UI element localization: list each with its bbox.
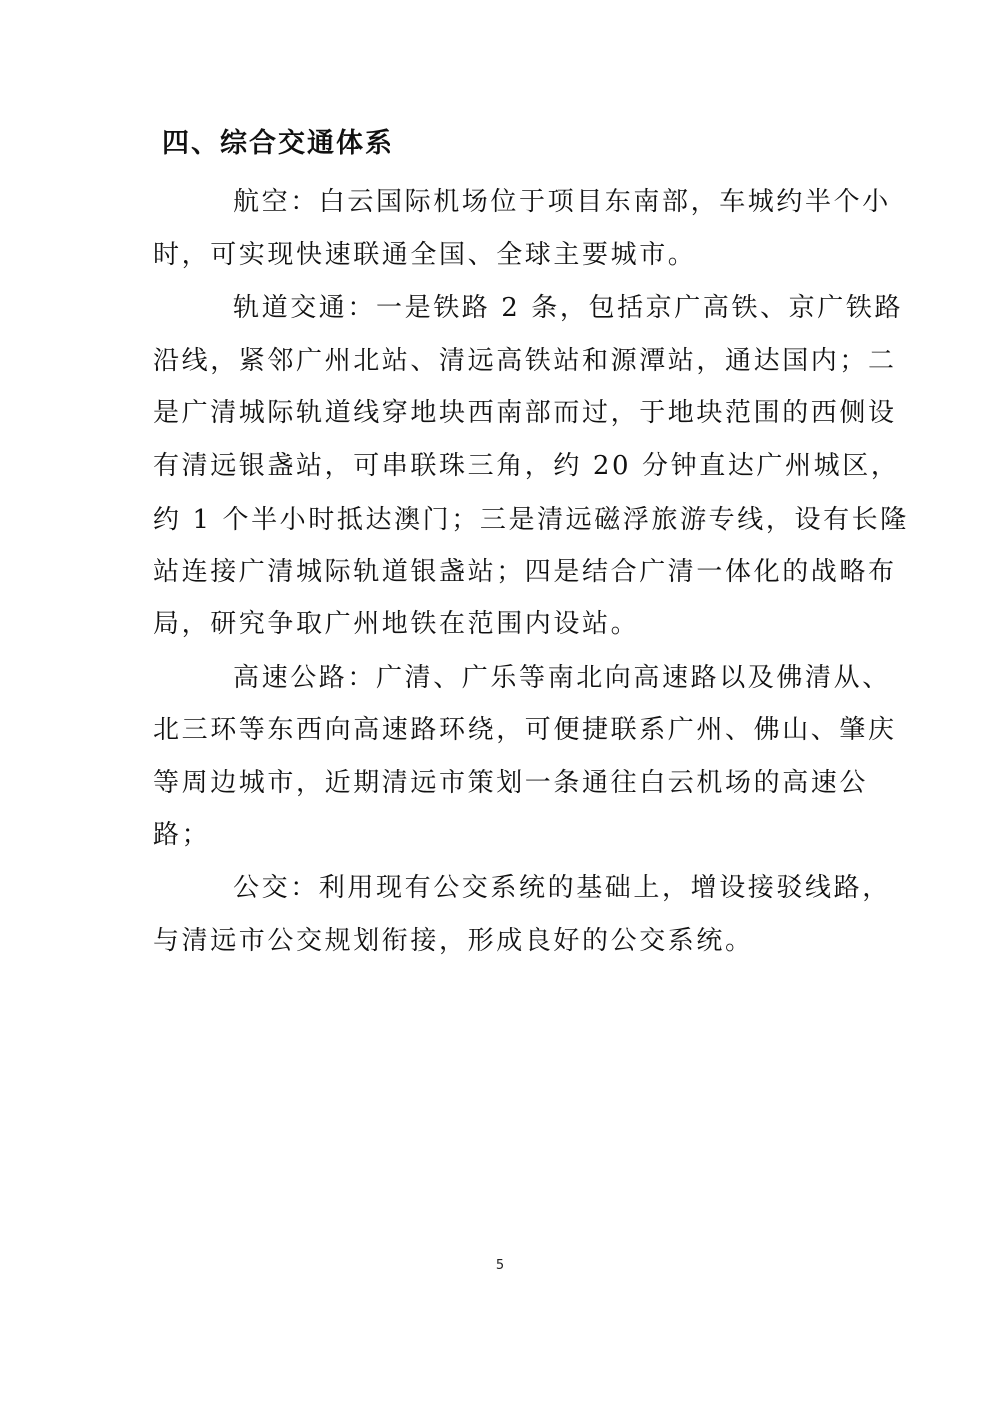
highway-paragraph-line-2: 北三环等东西向高速路环绕，可便捷联系广州、佛山、肇庆 (153, 715, 897, 745)
rail-paragraph-line-1: 轨道交通：一是铁路 2 条，包括京广高铁、京广铁路 (233, 293, 904, 323)
highway-paragraph-line-3: 等周边城市，近期清远市策划一条通往白云机场的高速公 (153, 768, 869, 798)
aviation-paragraph-line-1: 航空：白云国际机场位于项目东南部，车城约半个小 (233, 187, 891, 217)
page-number: 5 (495, 1258, 505, 1273)
rail-paragraph-line-2: 沿线，紧邻广州北站、清远高铁站和源潭站，通达国内；二 (153, 346, 897, 376)
section-heading: 四、综合交通体系 (162, 128, 394, 159)
rail-paragraph-line-5: 约 1 个半小时抵达澳门；三是清远磁浮旅游专线，设有长隆 (153, 505, 909, 535)
aviation-paragraph-line-2: 时，可实现快速联通全国、全球主要城市。 (153, 240, 697, 270)
highway-paragraph-line-4: 路； (153, 820, 211, 850)
bus-paragraph-line-2: 与清远市公交规划衔接，形成良好的公交系统。 (153, 926, 754, 956)
rail-paragraph-line-3: 是广清城际轨道线穿地块西南部而过，于地块范围的西侧设 (153, 398, 897, 428)
rail-paragraph-line-7: 局，研究争取广州地铁在范围内设站。 (153, 609, 640, 639)
rail-paragraph-line-4: 有清远银盏站，可串联珠三角，约 20 分钟直达广州城区， (153, 451, 900, 481)
rail-paragraph-line-6: 站连接广清城际轨道银盏站；四是结合广清一体化的战略布 (153, 557, 897, 587)
bus-paragraph-line-1: 公交：利用现有公交系统的基础上，增设接驳线路， (233, 873, 891, 903)
highway-paragraph-line-1: 高速公路：广清、广乐等南北向高速路以及佛清从、 (233, 663, 891, 693)
